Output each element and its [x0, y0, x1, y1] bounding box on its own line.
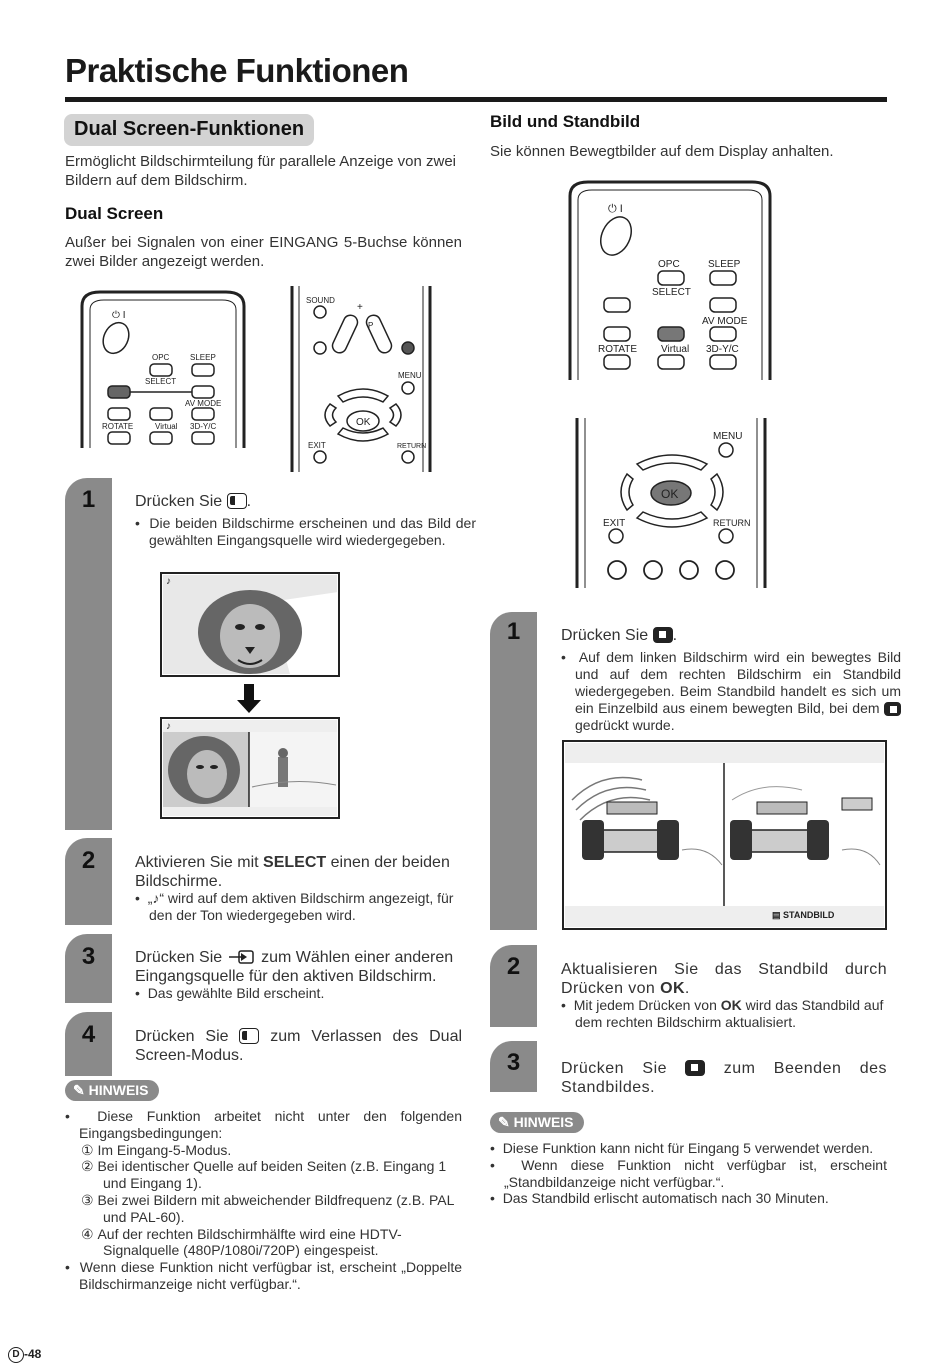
svg-text:AV MODE: AV MODE [702, 316, 748, 327]
svg-text:MENU: MENU [713, 431, 743, 442]
right-step-2-number: 2 [506, 953, 521, 980]
step-1-text-post: . [246, 493, 252, 510]
svg-text:RETURN: RETURN [713, 518, 751, 528]
opc-button [150, 364, 172, 376]
right-step-3-text: Drücken Sie zum Beenden des Standbildes. [561, 1060, 887, 1096]
hinweis-badge-left: ✎ HINWEIS [65, 1080, 159, 1101]
page-number-prefix: D [8, 1347, 24, 1363]
right-step-1-text: Drücken Sie . [561, 627, 678, 644]
virtual-label: Virtual [155, 422, 178, 431]
p-label: P [368, 321, 374, 330]
remote-power-label: ⏻ I [112, 310, 126, 321]
hinweis-subitem: ③ Bei zwei Bildern mit abweichender Bildfrequenz (z.B. PAL und PAL-60). [81, 1191, 454, 1225]
lion-image-single [160, 572, 340, 677]
dual-screen-intro: Außer bei Signalen von einer EINGANG 5-Buchse können zwei Bilder angezeigt werden. [65, 234, 462, 270]
hinweis-subitem: ① Im Eingang-5-Modus. [81, 1141, 232, 1158]
freeze-icon [653, 627, 673, 643]
input-select-button [402, 342, 414, 354]
svg-text:OK: OK [661, 487, 679, 501]
title-rule [65, 97, 887, 102]
av-mode-label: AV MODE [185, 399, 222, 408]
rotate-label: ROTATE [102, 422, 134, 431]
sleep-button [192, 364, 214, 376]
step-4-number: 4 [81, 1021, 96, 1048]
arrow-down-icon [237, 684, 261, 714]
sleep-label: SLEEP [190, 353, 216, 362]
svg-text:▤ STANDBILD: ▤ STANDBILD [772, 910, 835, 920]
svg-text:ROTATE: ROTATE [598, 344, 638, 355]
right-step-2-text: Aktualisieren Sie das Standbild durch Drücken von OK. [561, 961, 887, 997]
return-label: RETURN [397, 443, 427, 450]
split-screen-icon [239, 1028, 259, 1044]
svg-text:Virtual: Virtual [661, 344, 690, 355]
step-2-bullet: • „♪“ wird auf dem aktiven Bildschirm angezeigt, für den der Ton wiedergegeben wird. [135, 890, 454, 923]
remote-illustration-right [568, 178, 773, 380]
hinweis-subitem: ④ Auf der rechten Bildschirmhälfte wird eine HDTV-Signalquelle (480P/1080i/720P) eingespeist. [81, 1225, 402, 1259]
select-key-name: SELECT [263, 854, 327, 871]
menu-label: MENU [398, 371, 422, 380]
split-button [108, 386, 130, 398]
svg-text:♪: ♪ [166, 576, 171, 587]
opc-label: OPC [152, 353, 170, 362]
step-1-number: 1 [81, 486, 96, 513]
bild-standbild-intro: Sie können Bewegtbilder auf dem Display anhalten. [490, 143, 834, 160]
right-step-1-number: 1 [506, 618, 521, 645]
yc-label: 3D-Y/C [190, 422, 217, 431]
remote-illustration-right-lower [575, 418, 770, 588]
right-step-3-number: 3 [506, 1049, 521, 1076]
step-3-bullet: • Das gewählte Bild erscheint. [135, 985, 325, 1001]
remote-illustration-left [80, 288, 250, 448]
step-1-bar [65, 478, 112, 830]
section-title: Dual Screen-Funktionen [64, 114, 314, 146]
svg-text:EXIT: EXIT [603, 518, 626, 529]
freeze-icon [685, 1060, 705, 1076]
sound-label: SOUND [306, 296, 335, 305]
input-button [192, 386, 214, 398]
svg-text:3D-Y/C: 3D-Y/C [706, 344, 739, 355]
bild-standbild-heading: Bild und Standbild [490, 112, 641, 131]
step-2-text: Aktivieren Sie mit SELECT einen der beiden Bildschirme. [135, 854, 450, 890]
remote-illustration-left-lower [290, 286, 440, 472]
standbild-label: STANDBILD [783, 910, 835, 920]
right-step-2-bullet: • Mit jedem Drücken von OK wird das Standbild auf dem rechten Bildschirm aktualisiert. [561, 997, 884, 1030]
hinweis-item: • Diese Funktion kann nicht für Eingang 5 verwendet werden. [490, 1140, 874, 1156]
lion-image-dual [160, 717, 340, 819]
hinweis-list-right [490, 1140, 887, 1207]
exit-label: EXIT [308, 441, 326, 450]
split-screen-icon [227, 493, 247, 509]
freeze-icon [884, 702, 901, 716]
page-number-value: -48 [24, 1347, 42, 1361]
svg-text:SLEEP: SLEEP [708, 259, 741, 270]
hinweis-item: • Wenn diese Funktion nicht verfügbar ist, erscheint „Doppelte Bildschirmanzeige nicht verfügbar.“. [65, 1259, 463, 1292]
page-title: Praktische Funktionen [65, 52, 409, 89]
step-4-text: Drücken Sie zum Verlassen des Dual Screen-Modus. [135, 1028, 463, 1064]
right-step-1-bullet: • Auf dem linken Bildschirm wird ein bewegtes Bild und auf dem rechten Bildschirm ein Standbild wiedergegeben. Beim Standbild handelt es sich um ein Einzelbild aus einem bewegten Bild, bei dem gedrückt wurde. [561, 649, 901, 733]
input-arrow-icon [227, 948, 257, 967]
intro-text: Ermöglicht Bildschirmteilung für parallele Anzeige von zwei Bildern auf dem Bildschirm. [65, 153, 457, 189]
hinweis-subitem: ② Bei identischer Quelle auf beiden Seiten (z.B. Eingang 1 und Eingang 1). [81, 1158, 447, 1192]
av-mode-button [192, 408, 214, 420]
svg-text:+: + [357, 302, 363, 313]
svg-text:⏻ I: ⏻ I [608, 203, 623, 215]
hinweis-item: • Wenn diese Funktion nicht verfügbar ist, erscheint „Standbildanzeige nicht verfügbar.“. [490, 1156, 887, 1190]
power-button [98, 318, 133, 357]
ok-label: OK [356, 417, 371, 428]
hinweis-item: • Diese Funktion arbeitet nicht unter den folgenden Eingangsbedingungen: [65, 1108, 462, 1141]
rotate-button [108, 408, 130, 420]
svg-text:♪: ♪ [166, 721, 171, 732]
svg-text:SELECT: SELECT [652, 287, 691, 298]
step-1-text-pre: Drücken Sie [135, 493, 223, 510]
step-2-number: 2 [81, 847, 96, 874]
select-label: SELECT [145, 377, 177, 386]
step-3-number: 3 [81, 943, 96, 970]
race-car-image [562, 740, 887, 930]
right-step-1-bar [490, 612, 537, 930]
hinweis-list-left [65, 1108, 462, 1293]
dual-screen-heading: Dual Screen [65, 204, 164, 223]
step-1-text [135, 492, 462, 511]
hinweis-item: • Das Standbild erlischt automatisch nach 30 Minuten. [490, 1190, 829, 1207]
freeze-button-highlight [658, 327, 684, 341]
ok-key-name: OK [660, 980, 685, 997]
hinweis-badge-right: ✎ HINWEIS [490, 1112, 584, 1133]
step-1-bullet: • Die beiden Bildschirme erscheinen und das Bild der gewählten Eingangsquelle wird wiedergegeben. [135, 515, 476, 548]
svg-text:OPC: OPC [658, 259, 680, 270]
step-3-text: Drücken Sie zum Wählen einer anderen Eingangsquelle für den aktiven Bildschirm. [135, 949, 454, 985]
page-number [8, 1347, 41, 1363]
freeze-button [150, 408, 172, 420]
